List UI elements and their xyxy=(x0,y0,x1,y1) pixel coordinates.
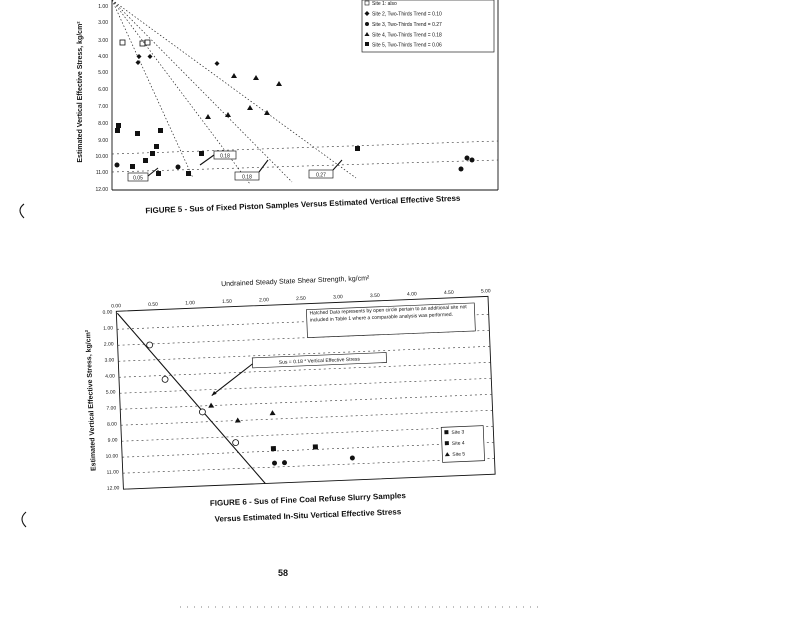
figure6-legend-item: Site 4 xyxy=(451,440,465,447)
data-point-square xyxy=(186,171,191,176)
figure5-data-points xyxy=(115,40,475,176)
figure6-y-tick: 4.00 xyxy=(105,373,116,380)
figure5-y-tick: 12.00 xyxy=(95,187,108,193)
data-point-square xyxy=(150,151,155,156)
figure5-y-tick: 1.00 xyxy=(98,4,108,10)
figure5-trend-label xyxy=(214,151,236,160)
figure6-note-text: Hatched Data represents by open circle pertain to an additional site not included in Table 1 where a comparable analysis was performed. xyxy=(309,304,467,324)
figure5-y-tick: 5.00 xyxy=(98,70,108,76)
data-point-square xyxy=(115,128,120,133)
figure6-y-tick: 7.00 xyxy=(106,405,117,412)
figure5-y-tick: 9.00 xyxy=(98,138,108,144)
figure5-y-ticks xyxy=(95,4,108,193)
legend-marker-square xyxy=(365,42,369,46)
svg-text:0.18: 0.18 xyxy=(242,174,252,181)
data-point-square xyxy=(130,164,135,169)
figure5-y-tick: 7.00 xyxy=(98,104,108,110)
data-point-triangle xyxy=(235,417,241,422)
figure5-grid-line xyxy=(112,141,498,154)
data-point-triangle xyxy=(247,105,253,110)
data-point-circle xyxy=(470,158,475,163)
data-point-open-square xyxy=(145,40,150,45)
figure5-legend xyxy=(362,0,494,52)
data-point-square xyxy=(271,446,276,451)
data-point-square xyxy=(355,146,360,151)
figure6-x-tick: 3.00 xyxy=(332,294,343,301)
figure5-arrow xyxy=(259,160,268,172)
figure6-x-axis-title: Undrained Steady State Shear Strength, kg/cm² xyxy=(221,275,370,289)
data-point-open-circle xyxy=(233,439,239,445)
data-point-square xyxy=(116,123,121,128)
data-point-square xyxy=(199,151,204,156)
figure5-y-tick: 6.00 xyxy=(98,87,108,93)
data-point-square xyxy=(313,444,318,449)
svg-text:0.18: 0.18 xyxy=(220,153,230,160)
figure5-y-tick: 8.00 xyxy=(98,121,108,127)
punch-hole-mark xyxy=(20,204,24,218)
figure6-x-tick: 3.50 xyxy=(369,292,380,300)
figure6-y-axis-title: Estimated Vertical Effective Stress, kg/cm² xyxy=(85,329,98,472)
figure6-y-tick: 10.00 xyxy=(105,453,119,460)
figure6-trend-annotation-text: Sus = 0.18 * Vertical Effective Stress xyxy=(278,356,361,366)
figure6-y-tick: 3.00 xyxy=(104,357,115,364)
data-point-circle xyxy=(350,455,355,460)
figure6-x-tick: 2.50 xyxy=(295,295,306,303)
figure5-y-tick: 4.00 xyxy=(98,54,108,60)
data-point-triangle xyxy=(253,75,259,80)
page-number: 58 xyxy=(277,568,289,578)
figure6-x-tick: 2.00 xyxy=(258,297,269,304)
figure6-x-tick: 0.50 xyxy=(148,301,159,309)
figure6-x-tick: 4.50 xyxy=(443,289,454,297)
figure5-legend-item: Site 5, Two-Thirds Trend = 0.06 xyxy=(372,42,442,49)
data-point-triangle xyxy=(276,81,282,86)
data-point-diamond xyxy=(148,54,153,59)
figure5-caption: FIGURE 5 - Sus of Fixed Piston Samples Versus Estimated Vertical Effective Stress xyxy=(145,193,461,216)
legend-marker-square xyxy=(445,441,449,445)
figure6-note-box xyxy=(306,303,475,338)
figure6-caption-line2: Versus Estimated In-Situ Vertical Effective Stress xyxy=(214,507,402,524)
figure5-y-tick: 3.00 xyxy=(98,38,108,44)
figure5-legend-item: Site 3, Two-Thirds Trend = 0.27 xyxy=(372,22,442,28)
figure6-x-tick: 0.00 xyxy=(111,303,122,310)
data-point-square xyxy=(143,158,148,163)
figure6-x-tick: 5.00 xyxy=(480,288,491,295)
legend-marker-square xyxy=(444,430,448,434)
data-point-triangle xyxy=(269,410,275,415)
data-point-circle xyxy=(115,163,120,168)
punch-hole-mark xyxy=(22,512,26,527)
data-point-square xyxy=(158,128,163,133)
figure6-trend-line xyxy=(117,308,265,490)
figure5-grid-line xyxy=(112,160,498,172)
data-point-square xyxy=(154,144,159,149)
figure5-y-tick: 11.00 xyxy=(95,170,108,176)
figure5-trend-label xyxy=(235,172,259,181)
svg-text:0.27: 0.27 xyxy=(316,172,326,179)
data-point-triangle xyxy=(205,114,211,119)
figure6-legend-item: Site 5 xyxy=(452,451,466,458)
data-point-triangle xyxy=(208,402,214,407)
svg-text:0.05: 0.05 xyxy=(133,175,143,182)
data-point-circle xyxy=(272,460,277,465)
figure6-annotation-arrow xyxy=(211,364,254,396)
figure5-legend-item: Site 1: also xyxy=(372,1,397,7)
data-point-triangle xyxy=(264,110,270,115)
figure5-y-tick: 3.00 xyxy=(98,20,108,26)
figure5-arrow xyxy=(200,155,214,165)
figure6-y-tick: 1.00 xyxy=(103,325,114,332)
data-point-diamond xyxy=(215,61,220,66)
data-point-triangle xyxy=(231,73,237,78)
figure6-y-ticks xyxy=(100,309,120,491)
figure5-trend-label xyxy=(128,173,148,182)
data-point-circle xyxy=(459,167,464,172)
arrowhead-icon xyxy=(212,391,217,396)
data-point-square xyxy=(156,171,161,176)
figure6-data-points xyxy=(147,334,355,471)
figure6-chart xyxy=(83,270,498,492)
figure5-legend-item: Site 2, Two-Thirds Trend = 0.10 xyxy=(372,11,442,18)
data-point-open-circle xyxy=(199,409,205,415)
figure5-trend-label xyxy=(309,170,333,179)
figure5-legend-item: Site 4, Two-Thirds Trend = 0.18 xyxy=(372,32,442,39)
data-point-open-circle xyxy=(162,376,168,382)
figure5-y-tick: 10.00 xyxy=(95,154,108,160)
figure6-y-tick: 9.00 xyxy=(107,437,118,444)
figure6-x-tick: 1.50 xyxy=(222,298,232,306)
figure6-y-tick: 2.00 xyxy=(103,341,114,348)
figure6-y-tick: 5.00 xyxy=(105,389,116,396)
figure6-x-tick: 4.00 xyxy=(406,291,417,298)
data-point-triangle xyxy=(225,112,231,117)
figure6-y-tick: 12.00 xyxy=(106,485,120,492)
figure5-arrow xyxy=(333,160,342,170)
figure6-gridlines xyxy=(117,314,494,473)
data-point-square xyxy=(135,131,140,136)
data-point-open-circle xyxy=(147,342,153,348)
figure5-y-axis-title: Estimated Vertical Effective Stress, kg/cm² xyxy=(77,21,84,163)
figure6-legend xyxy=(441,426,484,463)
figure6-y-tick: 0.00 xyxy=(102,309,113,316)
figure5-chart xyxy=(77,0,498,193)
figure6-x-tick: 1.00 xyxy=(185,300,196,307)
data-point-circle xyxy=(176,165,181,170)
figure6-legend-item: Site 3 xyxy=(451,429,465,436)
data-point-open-square xyxy=(140,41,145,46)
figure6-y-tick: 8.00 xyxy=(106,421,117,428)
legend-marker-circle xyxy=(365,22,369,26)
data-point-circle xyxy=(282,460,287,465)
figure6-y-tick: 11.00 xyxy=(106,469,119,476)
figure6-caption-line1: FIGURE 6 - Sus of Fine Coal Refuse Slurry Samples xyxy=(209,491,407,508)
data-point-open-square xyxy=(120,40,125,45)
figure6-trend-annotation xyxy=(210,353,387,396)
data-point-circle xyxy=(465,156,470,161)
